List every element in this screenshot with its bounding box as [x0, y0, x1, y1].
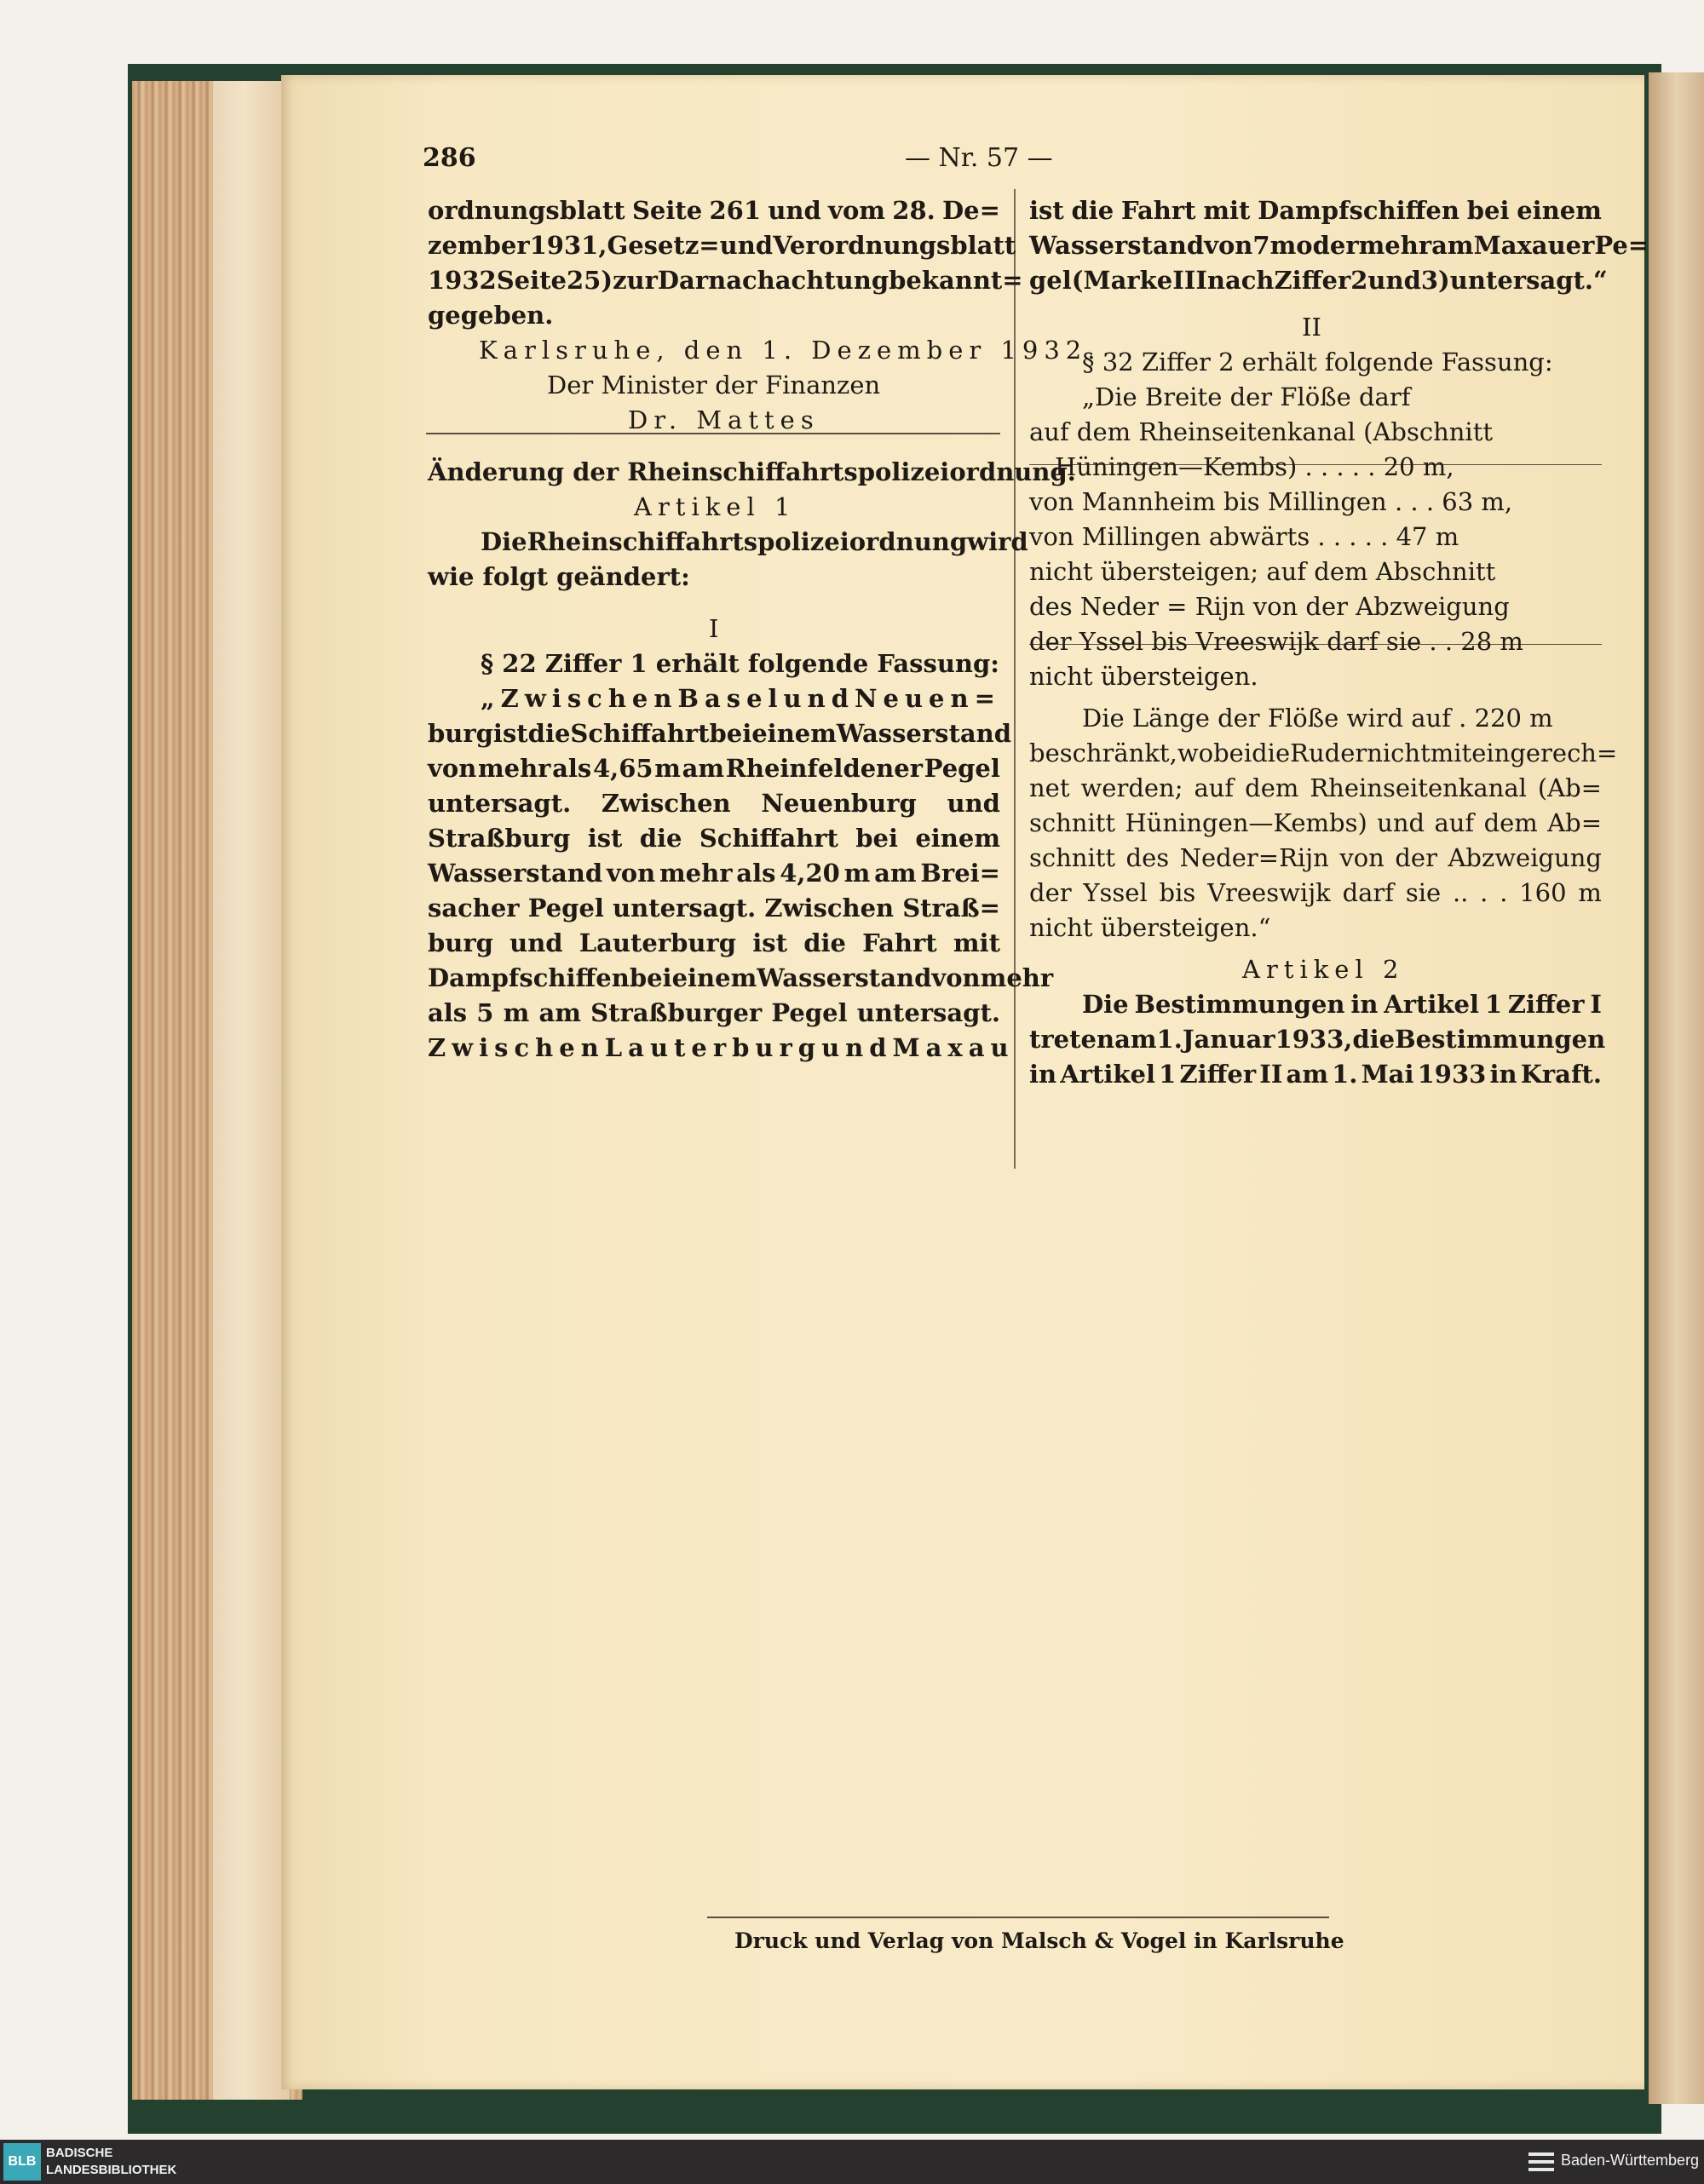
right-column-line: net werden; auf dem Rheinseitenkanal (Ab= — [1029, 773, 1602, 802]
right-column-line: § 32 Ziffer 2 erhält folgende Fassung: — [1082, 348, 1553, 376]
right-column-line: nicht übersteigen.“ — [1029, 913, 1271, 942]
state-label: Baden-Württemberg — [1561, 2152, 1700, 2169]
right-column-line: schnitt des Neder=Rijn von der Abzweigung — [1029, 843, 1602, 872]
left-column-line: als 5 m am Straßburger Pegel untersagt. — [428, 998, 1000, 1027]
right-column-line: von Mannheim bis Millingen . . . 63 m, — [1029, 487, 1513, 516]
right-column-line: der Yssel bis Vreeswijk darf sie .. . . 160 m — [1029, 878, 1602, 907]
right-column-line: „Die Breite der Flöße darf — [1082, 382, 1411, 411]
right-column-line: in Artikel 1 Ziffer II am 1. Mai 1933 in Kraft. — [1029, 1060, 1602, 1089]
right-column-line: Wasserstand von 7 m oder mehr am Maxauer Pe= — [1029, 231, 1649, 260]
viewer-footer — [0, 2140, 1704, 2184]
left-column-line: Artikel 1 — [634, 492, 797, 521]
left-column-line: ordnungsblatt Seite 261 und vom 28. De= — [428, 196, 1000, 225]
left-column-line: sacher Pegel untersagt. Zwischen Straß= — [428, 894, 1000, 922]
left-column-line: wie folgt geändert: — [428, 562, 690, 591]
left-column-line: Straßburg ist die Schiffahrt bei einem — [428, 824, 1000, 853]
right-column-line: nicht übersteigen; auf dem Abschnitt — [1029, 557, 1496, 586]
page-number: 286 — [423, 143, 476, 173]
right-column-line: treten am 1. Januar 1933, die Bestimmungen — [1029, 1025, 1606, 1054]
imprint-line: Druck und Verlag von Malsch & Vogel in Karlsruhe — [734, 1928, 1344, 1953]
right-column-line: Die Bestimmungen in Artikel 1 Ziffer I — [1082, 990, 1602, 1019]
right-column-line: ist die Fahrt mit Dampfschiffen bei einem — [1029, 196, 1602, 225]
imprint-rule — [707, 1917, 1329, 1918]
right-column-line: von Millingen abwärts . . . . . 47 m — [1029, 522, 1459, 551]
left-column-line: Dr. Mattes — [628, 405, 820, 434]
left-column-line: burg ist die Schiffahrt bei einem Wasserstand — [428, 719, 1012, 748]
state-coat-of-arms-icon — [1527, 2150, 1556, 2175]
left-column-line: untersagt. Zwischen Neuenburg und — [428, 789, 1000, 818]
right-column-line: Die Länge der Flöße wird auf . 220 m — [1082, 704, 1553, 733]
left-column-line: burg und Lauterburg ist die Fahrt mit — [428, 928, 1000, 957]
blb-logo-icon: BLB — [3, 2143, 41, 2181]
left-column-line: Dampfschiffen bei einem Wasserstand von mehr — [428, 963, 1054, 992]
next-page-edge — [1649, 72, 1704, 2104]
left-column-line: Die Rheinschiffahrtspolizeiordnung wird — [481, 527, 1028, 556]
issue-number: — Nr. 57 — — [905, 143, 1053, 173]
left-column-line: Karlsruhe, den 1. Dezember 1932. — [479, 336, 1102, 365]
right-column-line: auf dem Rheinseitenkanal (Abschnitt — [1029, 417, 1494, 446]
left-column-line: 1932 Seite 25) zur Darnachachtung bekannt= — [428, 266, 1023, 295]
right-column-line: schnitt Hüningen—Kembs) und auf dem Ab= — [1029, 808, 1602, 837]
left-column-line: Zwischen Lauterburg und Maxau — [428, 1033, 1015, 1062]
library-name-line2: LANDESBIBLIOTHEK — [46, 2163, 177, 2177]
left-column-line: von mehr als 4,65 m am Rheinfeldener Pegel — [428, 754, 1000, 783]
left-column-line: § 22 Ziffer 1 erhält folgende Fassung: — [481, 649, 999, 678]
right-column-line: II — [1302, 313, 1321, 342]
right-column-line: beschränkt, wobei die Ruder nicht mit eingerech= — [1029, 739, 1618, 767]
left-column-line: Wasserstand von mehr als 4,20 m am Brei= — [428, 859, 1000, 888]
left-column-line: I — [709, 614, 719, 643]
right-column-line: Artikel 2 — [1242, 955, 1405, 984]
left-column-line: gegeben. — [428, 301, 554, 330]
right-column-line: des Neder = Rijn von der Abzweigung — [1029, 592, 1510, 621]
right-column-line: nicht übersteigen. — [1029, 662, 1258, 691]
library-name-line1: BADISCHE — [46, 2146, 113, 2160]
library-name — [46, 2145, 176, 2179]
left-column-line: Änderung der Rheinschiffahrtspolizeiordnung. — [428, 457, 1076, 486]
left-column-line: „Zwischen Basel und Neuen= — [481, 684, 1001, 713]
left-column-line: zember 1931, Gesetz= und Verordnungsblatt — [428, 231, 1016, 260]
left-column-line: Der Minister der Finanzen — [547, 371, 881, 399]
page-edges-light — [213, 81, 290, 2100]
right-column-line: gel (Marke III nach Ziffer 2 und 3) untersagt.“ — [1029, 266, 1608, 295]
right-column-line: der Yssel bis Vreeswijk darf sie . . 28 m — [1029, 627, 1523, 656]
right-column-line: Hüningen—Kembs) . . . . . 20 m, — [1055, 452, 1454, 481]
